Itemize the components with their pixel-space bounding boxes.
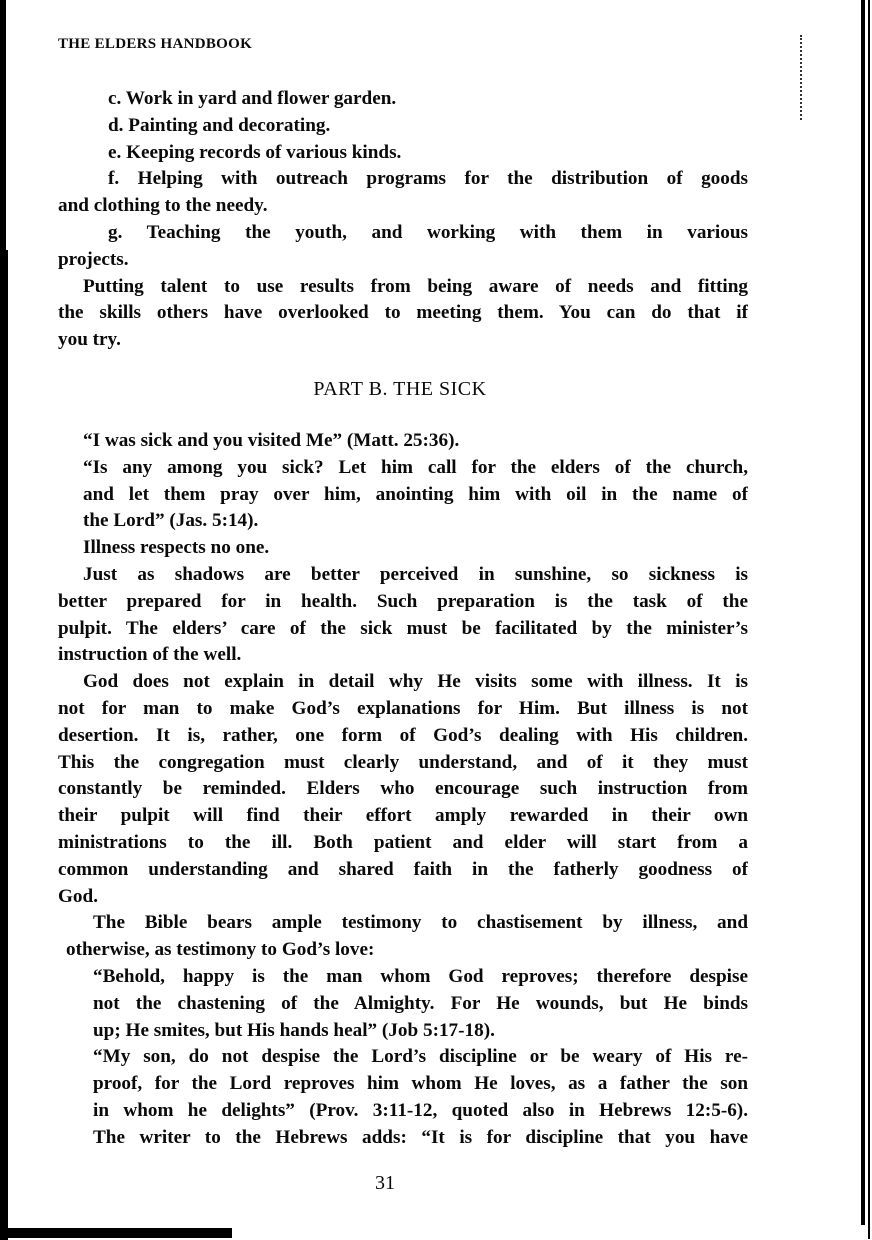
scan-right-rule xyxy=(861,0,865,1225)
text-line: e. Keeping records of various kinds. xyxy=(108,141,402,163)
text-line: This the congregation must clearly understand, and of it they must xyxy=(58,751,748,773)
text-line: The Bible bears ample testimony to chastisement by illness, and xyxy=(93,912,748,934)
text-line: up; He smites, but His hands heal” (Job 5:17-18). xyxy=(93,1019,495,1041)
scan-speckle xyxy=(800,35,805,120)
text-line: instruction of the well. xyxy=(58,644,242,666)
text-line: and clothing to the needy. xyxy=(58,195,268,217)
text-line: otherwise, as testimony to God’s love: xyxy=(66,939,375,961)
text-line: better prepared for in health. Such preparation is the task of the xyxy=(58,590,748,612)
text-line: their pulpit will find their effort amply rewarded in their own xyxy=(58,805,748,827)
text-line: Illness respects no one. xyxy=(83,537,270,559)
text-line: The writer to the Hebrews adds: “It is for discipline that you have xyxy=(93,1126,748,1148)
text-line: d. Painting and decorating. xyxy=(108,114,331,136)
text-line: the skills others have overlooked to meeting them. You can do that if xyxy=(58,302,748,324)
text-line: God. xyxy=(58,885,98,907)
section-heading: PART B. THE SICK xyxy=(313,378,487,400)
text-line: projects. xyxy=(58,248,129,270)
text-line: “Behold, happy is the man whom God reproves; therefore despise xyxy=(93,965,748,987)
text-line: not for man to make God’s explanations for Him. But illness is not xyxy=(58,697,748,719)
text-line: “Is any among you sick? Let him call for the elders of the church, xyxy=(83,456,748,478)
text-block-main xyxy=(58,428,748,1152)
text-line: and let them pray over him, anointing him with oil in the name of xyxy=(83,483,748,505)
text-line: “I was sick and you visited Me” (Matt. 25:36). xyxy=(83,430,460,451)
text-line: proof, for the Lord reproves him whom He loves, as a father the son xyxy=(93,1073,748,1095)
scan-bottom-bar xyxy=(0,1228,232,1238)
text-line: desertion. It is, rather, one form of God’s dealing with His children. xyxy=(58,724,748,746)
text-line: common understanding and shared faith in the fatherly goodness of xyxy=(58,858,748,880)
text-line: f. Helping with outreach programs for the distribution of goods xyxy=(108,168,748,190)
page-number: 31 xyxy=(375,1172,395,1194)
text-line: you try. xyxy=(58,329,121,351)
text-block-top xyxy=(58,86,748,354)
text-line: pulpit. The elders’ care of the sick must be facilitated by the minister’s xyxy=(58,617,748,639)
text-line: c. Work in yard and flower garden. xyxy=(108,88,397,109)
text-line: Just as shadows are better perceived in sunshine, so sickness is xyxy=(83,563,748,585)
text-line: g. Teaching the youth, and working with them in various xyxy=(108,221,748,243)
text-line: “My son, do not despise the Lord’s discipline or be weary of His re- xyxy=(93,1046,748,1068)
text-line: not the chastening of the Almighty. For He wounds, but He binds xyxy=(93,992,748,1014)
text-line: in whom he delights” (Prov. 3:11-12, quoted also in Hebrews 12:5-6). xyxy=(93,1099,748,1121)
scan-right-rule-outer xyxy=(868,0,870,1239)
text-line: the Lord” (Jas. 5:14). xyxy=(83,510,259,532)
text-line: ministrations to the ill. Both patient and elder will start from a xyxy=(58,831,748,853)
text-line: constantly be reminded. Elders who encourage such instruction from xyxy=(58,778,748,800)
running-head: THE ELDERS HANDBOOK xyxy=(58,36,253,52)
text-line: Putting talent to use results from being aware of needs and fitting xyxy=(83,275,748,297)
text-line: God does not explain in detail why He visits some with illness. It is xyxy=(83,671,748,693)
